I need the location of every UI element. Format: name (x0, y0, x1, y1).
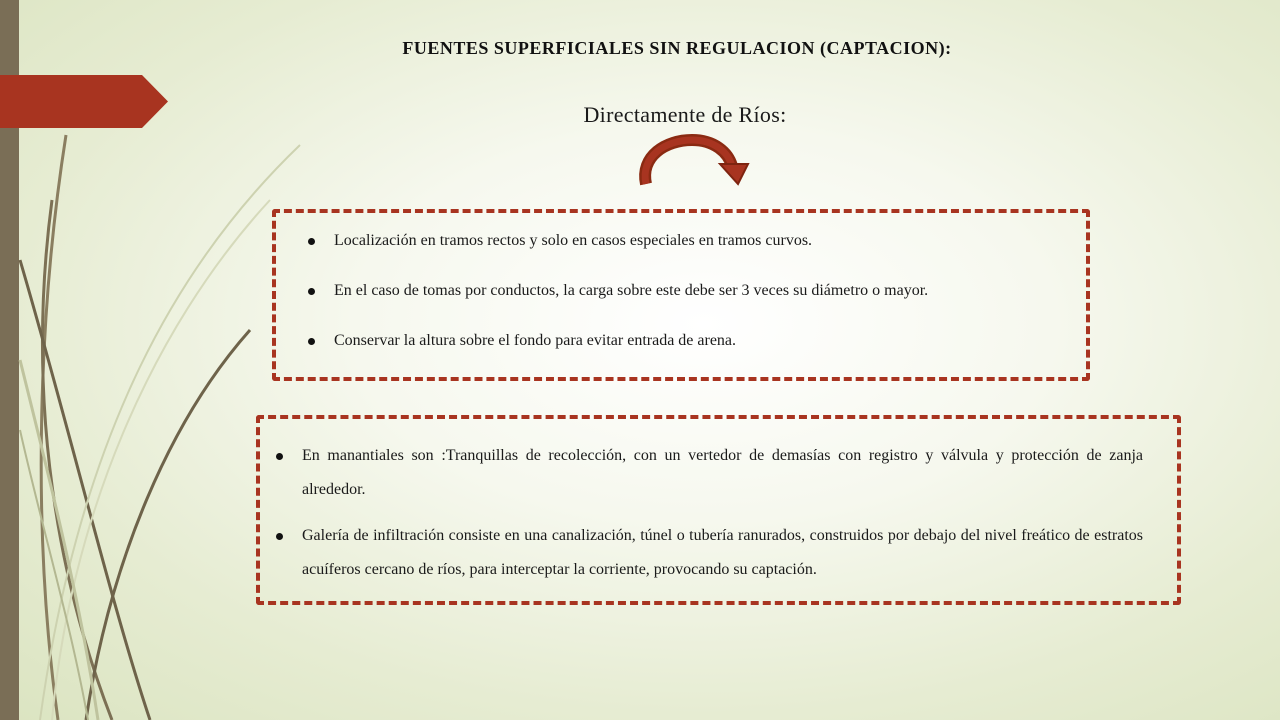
curved-arrow-icon (636, 134, 756, 190)
red-tab-shape (0, 75, 168, 128)
slide-subtitle: Directamente de Ríos: (583, 102, 787, 127)
river-criteria-list (302, 229, 1066, 353)
list-item (270, 439, 1143, 507)
bullet-dot-icon (308, 338, 315, 345)
springs-list (270, 439, 1143, 587)
river-intake-criteria-box (272, 209, 1090, 381)
list-item-text: Localización en tramos rectos y solo en casos especiales en tramos curvos. (334, 232, 813, 249)
list-item-text: Conservar la altura sobre el fondo para evitar entrada de arena. (334, 332, 737, 349)
bullet-dot-icon (276, 533, 283, 540)
bullet-dot-icon (276, 453, 283, 460)
list-item (302, 279, 1066, 303)
springs-infiltration-box (256, 415, 1181, 605)
list-item-text: Galería de infiltración consiste en una canalización, túnel o tubería ranurados, construidos por debajo del nivel freático de estratos acuíferos cercano de ríos, para interceptar la corriente, provocando su captación. (302, 527, 1143, 578)
bullet-dot-icon (308, 288, 315, 295)
list-item-text: En manantiales son :Tranquillas de recolección, con un vertedor de demasías con registro y válvula y protección de zanja alrededor. (302, 447, 1143, 498)
list-item (270, 519, 1143, 587)
list-item (302, 229, 1066, 253)
list-item-text: En el caso de tomas por conductos, la carga sobre este debe ser 3 veces su diámetro o mayor. (334, 282, 929, 299)
list-item (302, 329, 1066, 353)
bullet-dot-icon (308, 238, 315, 245)
slide-title: FUENTES SUPERFICIALES SIN REGULACION (CAPTACION): (402, 38, 952, 58)
